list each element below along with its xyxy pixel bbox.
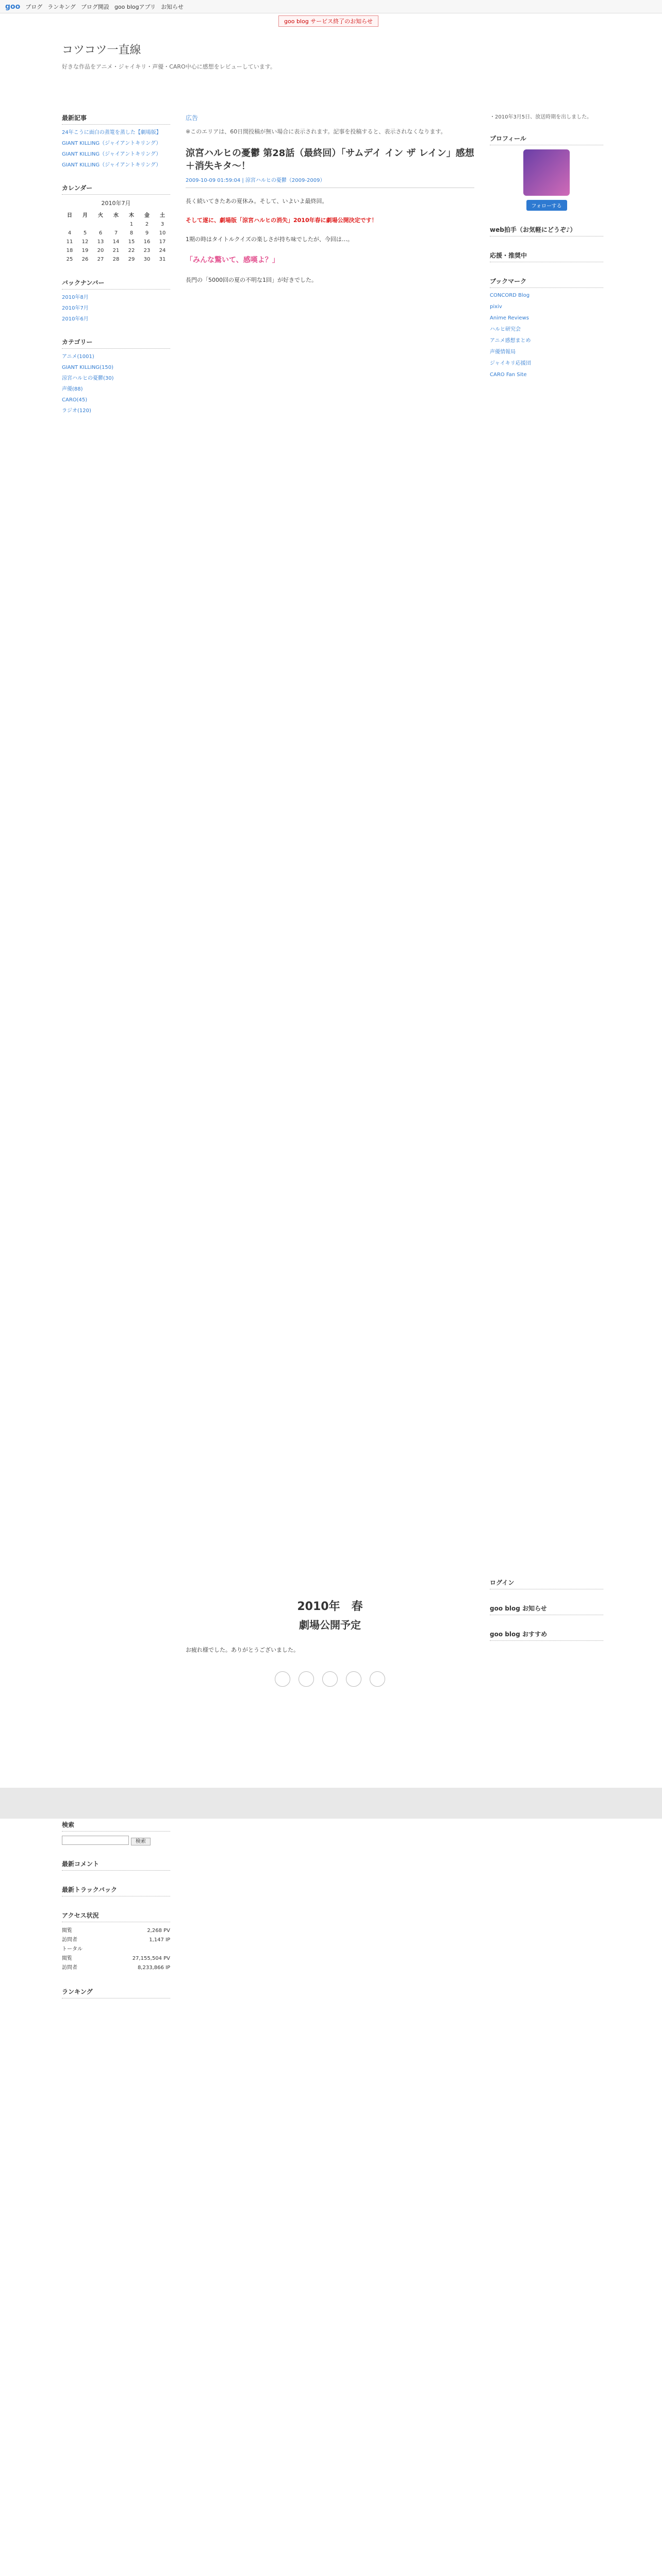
calendar-day[interactable]: 5	[83, 230, 87, 236]
calendar-day[interactable]: 29	[128, 257, 135, 262]
post-body	[186, 196, 474, 1656]
bookmark-link[interactable]: ジャイキリ応援団	[490, 361, 531, 366]
access-stats-widget	[62, 1911, 170, 1973]
category-link[interactable]: アニメ(1001)	[62, 354, 94, 360]
calendar-day[interactable]: 23	[143, 248, 151, 253]
goo-notice-heading: goo blog お知らせ	[490, 1604, 603, 1615]
stat-row: 閲覧 27,155,504 PV	[62, 1956, 170, 1961]
goo-logo[interactable]: goo	[5, 2, 21, 11]
recent-comments-widget	[62, 1859, 170, 1871]
body-spacer	[186, 294, 474, 1582]
site-header	[62, 41, 598, 71]
stat-row: 閲覧 2,268 PV	[62, 1928, 170, 1934]
topbar-link-blog[interactable]: ブログ	[25, 3, 43, 10]
section-title: 2010年 春	[297, 1600, 363, 1614]
share-icon[interactable]	[370, 1671, 385, 1687]
weekday: 日	[67, 213, 72, 218]
calendar-day[interactable]: 6	[98, 230, 103, 236]
category-link[interactable]: ラジオ(120)	[62, 408, 91, 414]
trackback-heading: 最新トラックバック	[62, 1885, 170, 1896]
stat-row: トータル	[62, 1946, 82, 1952]
search-button[interactable]: 検索	[131, 1838, 151, 1845]
share-icon[interactable]	[299, 1671, 314, 1687]
backnumber-link[interactable]: 2010年8月	[62, 295, 89, 300]
calendar-day[interactable]: 12	[81, 239, 89, 245]
topbar-link-news[interactable]: お知らせ	[161, 3, 184, 10]
calendar-day[interactable]: 3	[160, 222, 164, 227]
inactive-notice: ※このエリアは、60日間投稿が無い場合に表示されます。記事を投稿すると、表示されなくなります。	[186, 128, 446, 135]
topbar-link-start[interactable]: ブログ開設	[80, 3, 109, 10]
calendar-day[interactable]: 30	[143, 257, 151, 262]
follow-button[interactable]: フォローする	[526, 200, 567, 211]
calendar-day[interactable]: 10	[159, 230, 166, 236]
access-stats-heading: アクセス状況	[62, 1911, 170, 1922]
left-sidebar	[62, 113, 170, 2013]
share-icon[interactable]	[322, 1671, 338, 1687]
backnumber-widget	[62, 278, 170, 323]
right-spacer	[490, 393, 603, 1578]
left-spacer	[62, 429, 170, 1820]
category-heading: カテゴリー	[62, 337, 170, 349]
ranking-widget	[62, 1987, 170, 1998]
weekday: 木	[129, 213, 134, 218]
right-sidebar	[490, 113, 603, 1655]
backnumber-link[interactable]: 2010年6月	[62, 316, 89, 322]
category-link[interactable]: 涼宮ハルヒの憂鬱(30)	[62, 376, 114, 381]
web-clap-heading: web拍手（お気軽にどうぞ♪）	[490, 225, 603, 236]
calendar-day[interactable]: 21	[112, 248, 120, 253]
post-paragraph: そして遂に、劇場版「涼宮ハルヒの消失」2010年春に劇場公開決定です！	[186, 216, 377, 224]
calendar-day[interactable]: 17	[159, 239, 166, 245]
category-link[interactable]: CARO(45)	[62, 397, 88, 403]
bookmark-heading: ブックマーク	[490, 277, 603, 288]
calendar-day[interactable]: 15	[128, 239, 135, 245]
bookmark-link[interactable]: 声優情報局	[490, 349, 516, 355]
bookmark-link[interactable]: ハルヒ研究会	[490, 327, 521, 332]
section-subtitle: 劇場公開予定	[299, 1619, 361, 1632]
calendar-day[interactable]: 22	[128, 248, 135, 253]
goo-notice-widget	[490, 1604, 603, 1615]
profile-heading: プロフィール	[490, 134, 603, 145]
backnumber-heading: バックナンバー	[62, 278, 170, 290]
goo-recommend-heading: goo blog おすすめ	[490, 1630, 603, 1641]
calendar-day[interactable]: 18	[66, 248, 73, 253]
backnumber-link[interactable]: 2010年7月	[62, 306, 89, 311]
ranking-heading: ランキング	[62, 1987, 170, 1998]
service-end-notice[interactable]: goo blog サービス終了のお知らせ	[278, 15, 378, 27]
calendar-day	[108, 220, 124, 229]
calendar-day	[62, 220, 77, 229]
trackback-widget	[62, 1885, 170, 1896]
bookmark-link[interactable]: アニメ感想まとめ	[490, 338, 531, 344]
calendar-day[interactable]: 19	[81, 248, 89, 253]
category-widget	[62, 337, 170, 415]
calendar-day[interactable]: 28	[112, 257, 120, 262]
calendar-day[interactable]: 16	[143, 239, 151, 245]
support-widget	[490, 251, 603, 262]
category-link[interactable]: GIANT KILLING(150)	[62, 365, 114, 370]
about-text: ・2010年3月5日、放送時期を出しました。	[490, 114, 592, 120]
login-widget	[490, 1578, 603, 1589]
ad-label: 広告	[186, 114, 198, 122]
calendar-widget	[62, 183, 170, 264]
calendar-day[interactable]: 2	[145, 222, 149, 227]
weekday: 土	[160, 213, 165, 218]
login-heading: ログイン	[490, 1578, 603, 1589]
calendar-day[interactable]: 20	[97, 248, 104, 253]
calendar-table	[62, 209, 170, 264]
calendar-day[interactable]: 13	[97, 239, 104, 245]
calendar-day	[77, 220, 93, 229]
calendar-heading: カレンダー	[62, 183, 170, 195]
weekday: 月	[82, 213, 88, 218]
calendar-month: 2010年7月	[101, 200, 131, 207]
post-meta[interactable]: 2009-10-09 01:59:04 | 涼宮ハルヒの憂鬱（2009-2009）	[186, 176, 474, 188]
stat-row: 訪問者 1,147 IP	[62, 1937, 170, 1943]
web-clap-widget	[490, 225, 603, 236]
avatar[interactable]	[523, 149, 570, 196]
main-content	[186, 113, 474, 1687]
calendar-day[interactable]: 8	[129, 230, 134, 236]
weekday: 水	[113, 213, 119, 218]
post-paragraph: 長く続いてきたあの夏休み。そして、いよいよ最終回。	[186, 197, 328, 205]
calendar-day[interactable]: 1	[129, 222, 134, 227]
recent-post-link[interactable]: 24年こうに面白の蒸篭を蒸した【劇場版】	[62, 130, 161, 135]
site-description: 好きな作品をアニメ・ジャイキリ・声優・CARO中心に感想をレビューしています。	[62, 63, 276, 70]
calendar-day[interactable]: 9	[145, 230, 149, 236]
calendar-day	[93, 220, 108, 229]
calendar-day[interactable]: 31	[159, 257, 166, 262]
topbar-link-app[interactable]: goo blogアプリ	[114, 3, 156, 10]
bookmark-link[interactable]: Anime Reviews	[490, 315, 529, 321]
closing-line: お疲れ様でした。ありがとうございました。	[186, 1647, 299, 1654]
weekday: 金	[144, 213, 150, 218]
recent-comments-heading: 最新コメント	[62, 1859, 170, 1871]
calendar-day[interactable]: 24	[159, 248, 166, 253]
share-icon[interactable]	[275, 1671, 290, 1687]
search-heading: 検索	[62, 1820, 170, 1832]
calendar-day[interactable]: 7	[114, 230, 118, 236]
recent-posts-heading: 最新記事	[62, 113, 170, 125]
recent-post-link[interactable]: GIANT KILLING（ジャイアントキリング）	[62, 151, 161, 157]
search-widget	[62, 1820, 170, 1845]
post-title[interactable]: 涼宮ハルヒの憂鬱 第28話（最終回）「サムデイ イン ザ レイン」感想＋消失キタ～！	[186, 147, 474, 172]
topbar-link-ranking[interactable]: ランキング	[47, 3, 76, 10]
profile-widget	[490, 134, 603, 211]
recent-post-link[interactable]: GIANT KILLING（ジャイアントキリング）	[62, 162, 161, 168]
goo-recommend-widget	[490, 1630, 603, 1641]
highlight-quote: 「みんな驚いて、感嘆よ？」	[186, 256, 279, 264]
calendar-day[interactable]: 11	[66, 239, 73, 245]
bookmark-link[interactable]: pixiv	[490, 304, 502, 310]
weekday: 火	[98, 213, 103, 218]
page-break-band	[0, 1788, 662, 1819]
calendar-day[interactable]: 14	[112, 239, 120, 245]
recent-post-link[interactable]: GIANT KILLING（ジャイアントキリング）	[62, 141, 161, 146]
post-paragraph: 長門の「5000回の夏の不明な1回」が好きでした。	[186, 277, 317, 284]
post-paragraph: 1期の時はタイトルクイズの楽しさが持ち味でしたが、今回は…。	[186, 235, 353, 243]
bookmark-widget	[490, 277, 603, 379]
recent-posts-widget	[62, 113, 170, 169]
calendar-day[interactable]: 27	[97, 257, 104, 262]
share-icons	[186, 1671, 474, 1687]
calendar-day[interactable]: 4	[68, 230, 72, 236]
category-link[interactable]: 声優(88)	[62, 386, 83, 392]
bookmark-link[interactable]: CARO Fan Site	[490, 372, 527, 378]
bookmark-link[interactable]: CONCORD Blog	[490, 293, 530, 298]
site-title[interactable]: コツコツ一直線	[62, 44, 141, 57]
top-bar	[0, 0, 662, 13]
calendar-day[interactable]: 25	[66, 257, 73, 262]
support-heading: 応援・推奨中	[490, 251, 603, 262]
search-input[interactable]	[62, 1836, 129, 1845]
calendar-day[interactable]: 26	[81, 257, 89, 262]
share-icon[interactable]	[346, 1671, 361, 1687]
stat-row: 訪問者 8,233,866 IP	[62, 1965, 170, 1971]
